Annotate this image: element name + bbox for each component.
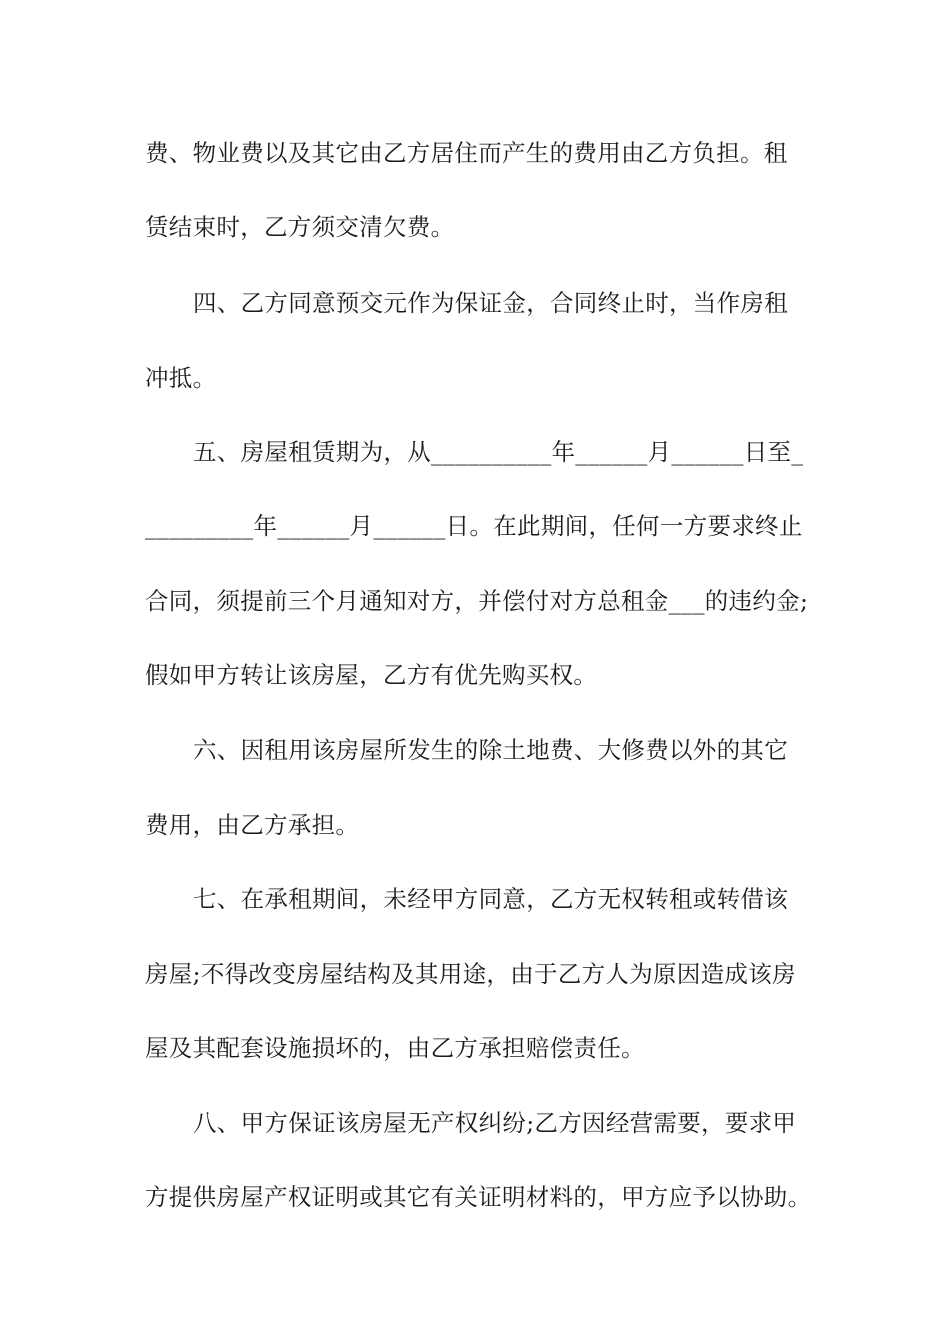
clause-6-line: 六、因租用该房屋所发生的除土地费、大修费以外的其它 <box>193 736 788 764</box>
text-line: 赁结束时，乙方须交清欠费。 <box>145 213 455 241</box>
clause-4-line: 四、乙方同意预交元作为保证金，合同终止时，当作房租 <box>193 289 788 317</box>
clause-5-line: 五、房屋租赁期为，从__________年______月______日至_ <box>193 438 804 466</box>
text-line: 合同，须提前三个月通知对方，并偿付对方总租金___的违约金; <box>145 587 809 615</box>
text-line: 费、物业费以及其它由乙方居住而产生的费用由乙方负担。租 <box>145 139 788 167</box>
text-line: 屋及其配套设施损坏的，由乙方承担赔偿责任。 <box>145 1034 645 1062</box>
text-line: 假如甲方转让该房屋，乙方有优先购买权。 <box>145 661 598 689</box>
text-line: 冲抵。 <box>145 364 217 392</box>
clause-8-line: 八、甲方保证该房屋无产权纠纷;乙方因经营需要，要求甲 <box>193 1109 797 1137</box>
text-line: _________年______月______日。在此期间，任何一方要求终止 <box>145 512 803 540</box>
text-line: 方提供房屋产权证明或其它有关证明材料的，甲方应予以协助。 <box>145 1183 812 1211</box>
clause-7-line: 七、在承租期间，未经甲方同意，乙方无权转租或转借该 <box>193 885 788 913</box>
text-line: 费用，由乙方承担。 <box>145 811 360 839</box>
text-line: 房屋;不得改变房屋结构及其用途，由于乙方人为原因造成该房 <box>145 960 796 988</box>
